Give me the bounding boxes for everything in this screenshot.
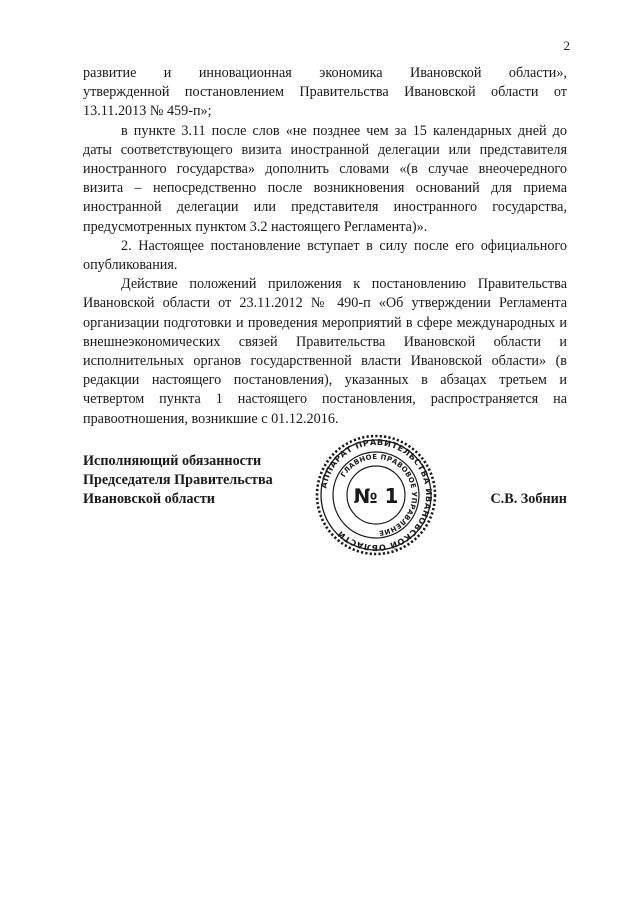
- paragraph-1-line-3: 13.11.2013 № 459-п»;: [83, 103, 212, 120]
- signatory-title-line-3: Ивановской области: [83, 491, 215, 508]
- signatory-title-line-2: Председателя Правительства: [83, 472, 273, 489]
- stamp-center-number: № 1: [353, 484, 399, 508]
- paragraph-3: 2. Настоящее постановление вступает в силу после его официального опубликования.: [83, 237, 567, 274]
- official-stamp-graphic: [314, 433, 438, 557]
- stamp-outer-text: АППАРАТ ПРАВИТЕЛЬСТВА ИВАНОВСКОЙ ОБЛАСТИ: [318, 436, 435, 554]
- signatory-title: [83, 452, 273, 510]
- stamp-inner-text: ГЛАВНОЕ ПРАВОВОЕ УПРАВЛЕНИЕ: [339, 452, 419, 537]
- signature-block: [83, 436, 567, 582]
- document-body: [83, 64, 567, 429]
- paragraph-1: [83, 64, 567, 122]
- page-number: 2: [563, 38, 570, 53]
- signatory-title-line-1: Исполняющий обязанности: [83, 453, 262, 469]
- paragraph-4: Действие положений приложения к постановлению Правительства Ивановской области от 23.11.2012 № 490-п «Об утверждении Регламента организации подготовки и проведения мероприятий в сфере международных и внешнеэкономических связей Правительства Ивановской области и исполнительных органов государственной власти Ивановской области» (в редакции настоящего постановления), указанных в абзацах третьем и четвертом пункта 1 настоящего постановления, распространяется на правоотношения, возникшие с 01.12.2016.: [83, 276, 567, 427]
- paragraph-1-line-2: утвержденной постановлением Правительства Ивановской области от: [83, 84, 567, 101]
- paragraph-2: в пункте 3.11 после слов «не позднее чем за 15 календарных дней до даты соответствующего визита иностранной делегации или представителя иностранного государства» дополнить словами «(в случае внеочередного визита – непосредственно после возникновения оснований для приема иностранной делегации или представителя иностранного государства, предусмотренных пунктом 3.2 настоящего Регламента)».: [83, 122, 567, 235]
- paragraph-1-line-1: развитие и инновационная экономика Ивановской области»,: [83, 65, 567, 81]
- official-stamp: [314, 433, 438, 557]
- signatory-name: С.В. Зобнин: [490, 491, 567, 507]
